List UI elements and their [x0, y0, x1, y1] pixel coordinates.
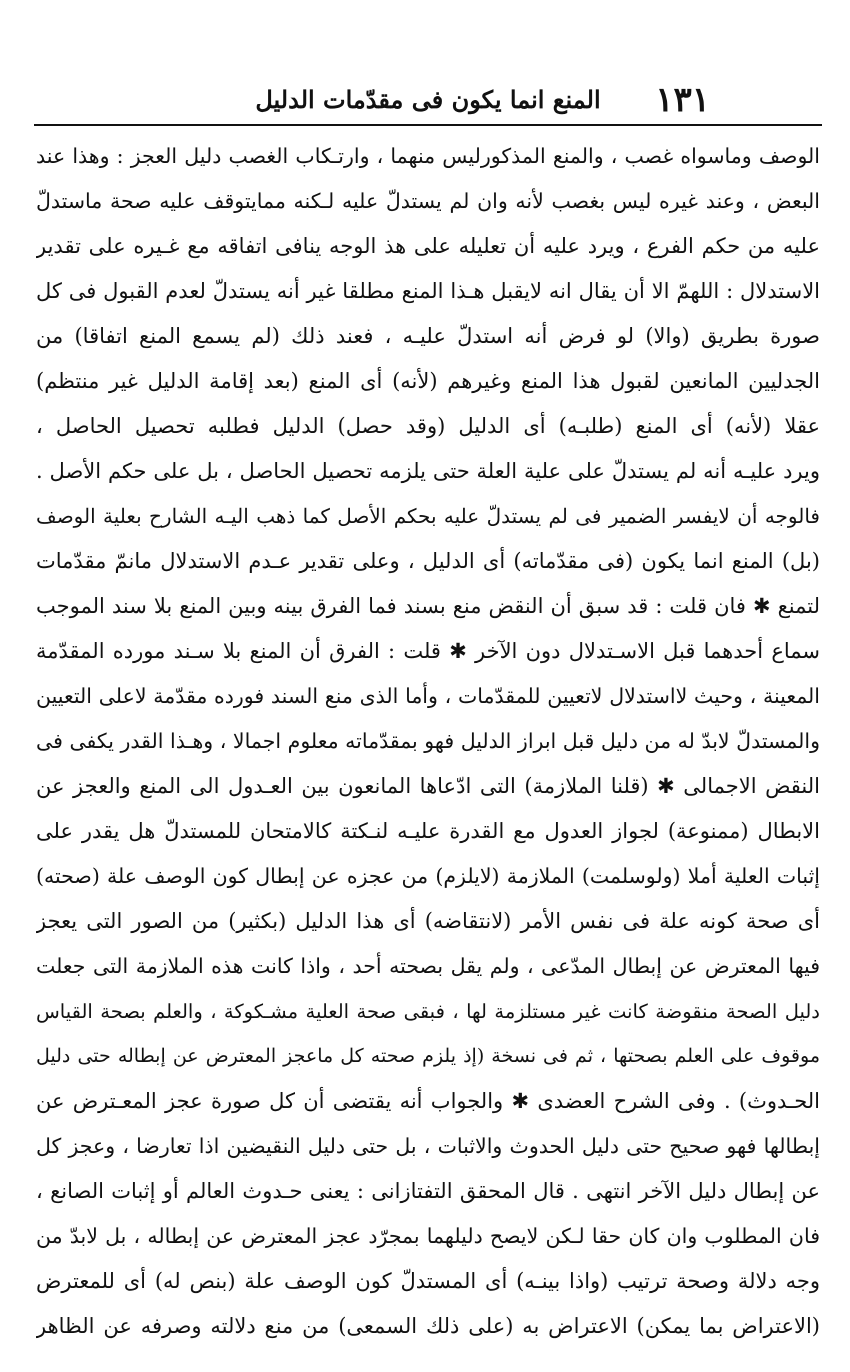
text-line: المعينة ، وحيث لااستدلال لاتعيين للمقدّمات ، وأما الذى منع السند فورده مقدّمة لاعلى التعيين — [36, 684, 820, 708]
body-text — [36, 134, 820, 1349]
header-rule — [34, 124, 822, 126]
text-line: النقض الاجمالى ✱ (قلنا الملازمة) التى ادّعاها المانعون بين العـدول الى المنع والعجز عن — [36, 774, 820, 798]
page-title: المنع انما يكون فى مقدّمات الدليل — [255, 85, 601, 114]
text-line: والمستدلّ لابدّ له من دليل قبل ابراز الدليل فهو بمقدّماته معلوم اجمالا ، وهـذا القدر يكفى فى — [36, 729, 820, 753]
text-line: وجه دلالة وصحة ترتيب (واذا بينـه) أى المستدلّ كون الوصف علة (بنص له) أى للمعترض — [36, 1269, 820, 1293]
text-line: عن إبطال دليل الآخر انتهى . قال المحقق التفتازانى : يعنى حـدوث العالم أو إثبات الصانع ، — [36, 1179, 820, 1203]
text-line: الجدليين المانعين لقبول هذا المنع وغيرهم (لأنه) أى المنع (بعد إقامة الدليل غير منتظم) — [36, 369, 820, 393]
text-line: لتمنع ✱ فان قلت : قد سبق أن النقض منع بسند فما الفرق بينه وبين المنع بلا سند الموجب — [36, 594, 820, 618]
text-line: الوصف وماسواه غصب ، والمنع المذكورليس منهما ، وارتـكاب الغصب دليل العجز : وهذا عند — [36, 144, 820, 168]
book-page — [28, 78, 828, 1348]
text-line: فان المطلوب وان كان حقا لـكن لايصح دليلهما بمجرّد عجز المعترض عن إبطاله ، بل لابدّ من — [36, 1224, 820, 1248]
text-line: أى صحة كونه علة فى نفس الأمر (لانتقاضه) أى هذا الدليل (بكثير) من الصور التى يعجز — [36, 909, 820, 933]
text-line: الابطال (ممنوعة) لجواز العدول مع القدرة عليـه لنـكتة كالامتحان للمستدلّ هل يقدر على — [36, 819, 820, 843]
running-header — [28, 78, 828, 122]
page-number: ١٣١ — [655, 80, 710, 120]
text-line: فيها المعترض عن إبطال المدّعى ، ولم يقل بصحته أحد ، واذا كانت هذه الملازمة التى جعلت — [36, 954, 820, 978]
text-line: (الاعتراض بما يمكن) الاعتراض به (على ذلك السمعى) من منع دلالته وصرفه عن الظاهر — [36, 1314, 820, 1338]
text-line: عليه من حكم الفرع ، ويرد عليه أن تعليله على هذ الوجه ينافى اتفاقه مع غـيره على تقدير — [36, 234, 820, 258]
text-line: البعض ، وعند غيره ليس بغصب لأنه وان لم يستدلّ عليه لـكنه ممايتوقف عليه صحة ماستدلّ — [36, 189, 820, 213]
text-line: إثبات العلية أملا (ولوسلمت) الملازمة (لايلزم) من عجزه عن إبطال كون الوصف علة (صحته) — [36, 864, 820, 888]
text-line: سماع أحدهما قبل الاسـتدلال دون الآخر ✱ قلت : الفرق أن المنع بلا سـند مورده المقدّمة — [36, 639, 820, 663]
text-line: عقلا (لأنه) أى المنع (طلبـه) أى الدليل (وقد حصل) الدليل فطلبه تحصيل الحاصل ، — [36, 414, 820, 438]
text-line: موقوف على العلم بصحتها ، ثم فى نسخة (إذ يلزم صحته كل ماعجز المعترض عن إبطاله حتى دليل — [36, 1045, 820, 1067]
text-line: ويرد عليـه أنه لم يستدلّ على علية العلة حتى يلزمه تحصيل الحاصل ، بل على حكم الأصل . — [36, 459, 820, 483]
text-line: إبطالها فهو صحيح حتى دليل الحدوث والاثبات ، بل حتى دليل النقيضين اذا تعارضا ، وعجز كل — [36, 1134, 820, 1158]
text-line: (بل) المنع انما يكون (فى مقدّماته) أى الدليل ، وعلى تقدير عـدم الاستدلال مانمّ مقدّمات — [36, 549, 820, 573]
text-line: دليل الصحة منقوضة كانت غير مستلزمة لها ، فبقى صحة العلية مشـكوكة ، والعلم بصحة القياس — [36, 1000, 820, 1023]
text-line: صورة بطريق (والا) لو فرض أنه استدلّ عليـه ، فعند ذلك (لم يسمع المنع اتفاقا) من — [36, 324, 820, 348]
text-line: الاستدلال : اللهمّ الا أن يقال انه لايقبل هـذا المنع مطلقا غير أنه يستدلّ لعدم القبول فى كل — [36, 279, 820, 303]
text-line: فالوجه أن لايفسر الضمير فى لم يستدلّ عليه بحكم الأصل كما ذهب اليـه الشارح بعلية الوصف — [36, 504, 820, 528]
text-line: الحـدوث) . وفى الشرح العضدى ✱ والجواب أنه يقتضى أن كل صورة عجز المعـترض عن — [36, 1089, 820, 1113]
